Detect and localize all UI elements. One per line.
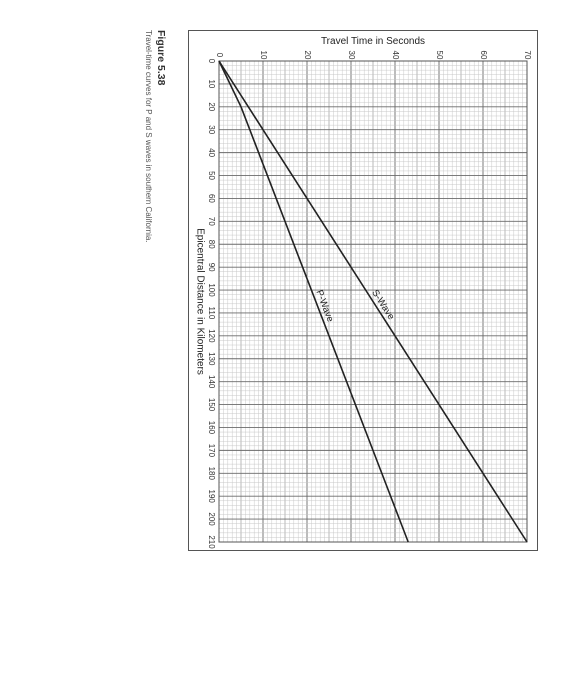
chart-svg (189, 31, 539, 552)
series-label-s-wave: S-Wave (369, 287, 397, 322)
y-axis-title: Travel Time in Seconds (320, 36, 426, 47)
distance-tick-label: 120 (206, 329, 216, 343)
time-tick-label: 0 (214, 52, 224, 58)
time-tick-label: 30 (346, 50, 356, 60)
distance-tick-label: 0 (206, 58, 216, 64)
time-tick-label: 70 (522, 50, 532, 60)
distance-tick-label: 10 (206, 79, 216, 89)
distance-tick-label: 20 (206, 102, 216, 112)
distance-tick-label: 70 (206, 216, 216, 226)
time-tick-label: 50 (434, 50, 444, 60)
time-tick-label: 20 (302, 50, 312, 60)
time-tick-label: 60 (478, 50, 488, 60)
distance-tick-label: 210 (206, 535, 216, 549)
figure-label: Figure 5.38 (155, 30, 167, 86)
distance-tick-label: 60 (206, 193, 216, 203)
distance-tick-label: 150 (206, 397, 216, 412)
figure-caption-rotated (144, 30, 167, 243)
distance-tick-label: 130 (206, 352, 216, 366)
distance-tick-label: 160 (206, 420, 216, 435)
distance-tick-label: 110 (206, 306, 216, 320)
x-axis-title: Epicentral Distance in Kilometers (194, 228, 206, 375)
figure-caption: Travel-time curves for P and S waves in southern California. (144, 30, 153, 243)
distance-tick-label: 140 (206, 374, 216, 389)
series-label-p-wave: P-Wave (313, 288, 336, 324)
distance-tick-label: 30 (206, 125, 216, 135)
chart-frame (188, 30, 538, 551)
distance-tick-label: 90 (206, 262, 216, 272)
distance-tick-label: 200 (206, 512, 216, 526)
distance-tick-label: 40 (206, 148, 216, 158)
time-tick-label: 10 (258, 50, 268, 60)
time-tick-label: 40 (390, 50, 400, 60)
distance-tick-label: 190 (206, 489, 216, 503)
distance-tick-label: 170 (206, 443, 216, 458)
distance-tick-label: 50 (206, 171, 216, 180)
distance-tick-label: 100 (206, 283, 216, 297)
figure-caption-block (135, 30, 175, 430)
distance-tick-label: 180 (206, 466, 216, 480)
distance-tick-label: 80 (206, 239, 216, 249)
